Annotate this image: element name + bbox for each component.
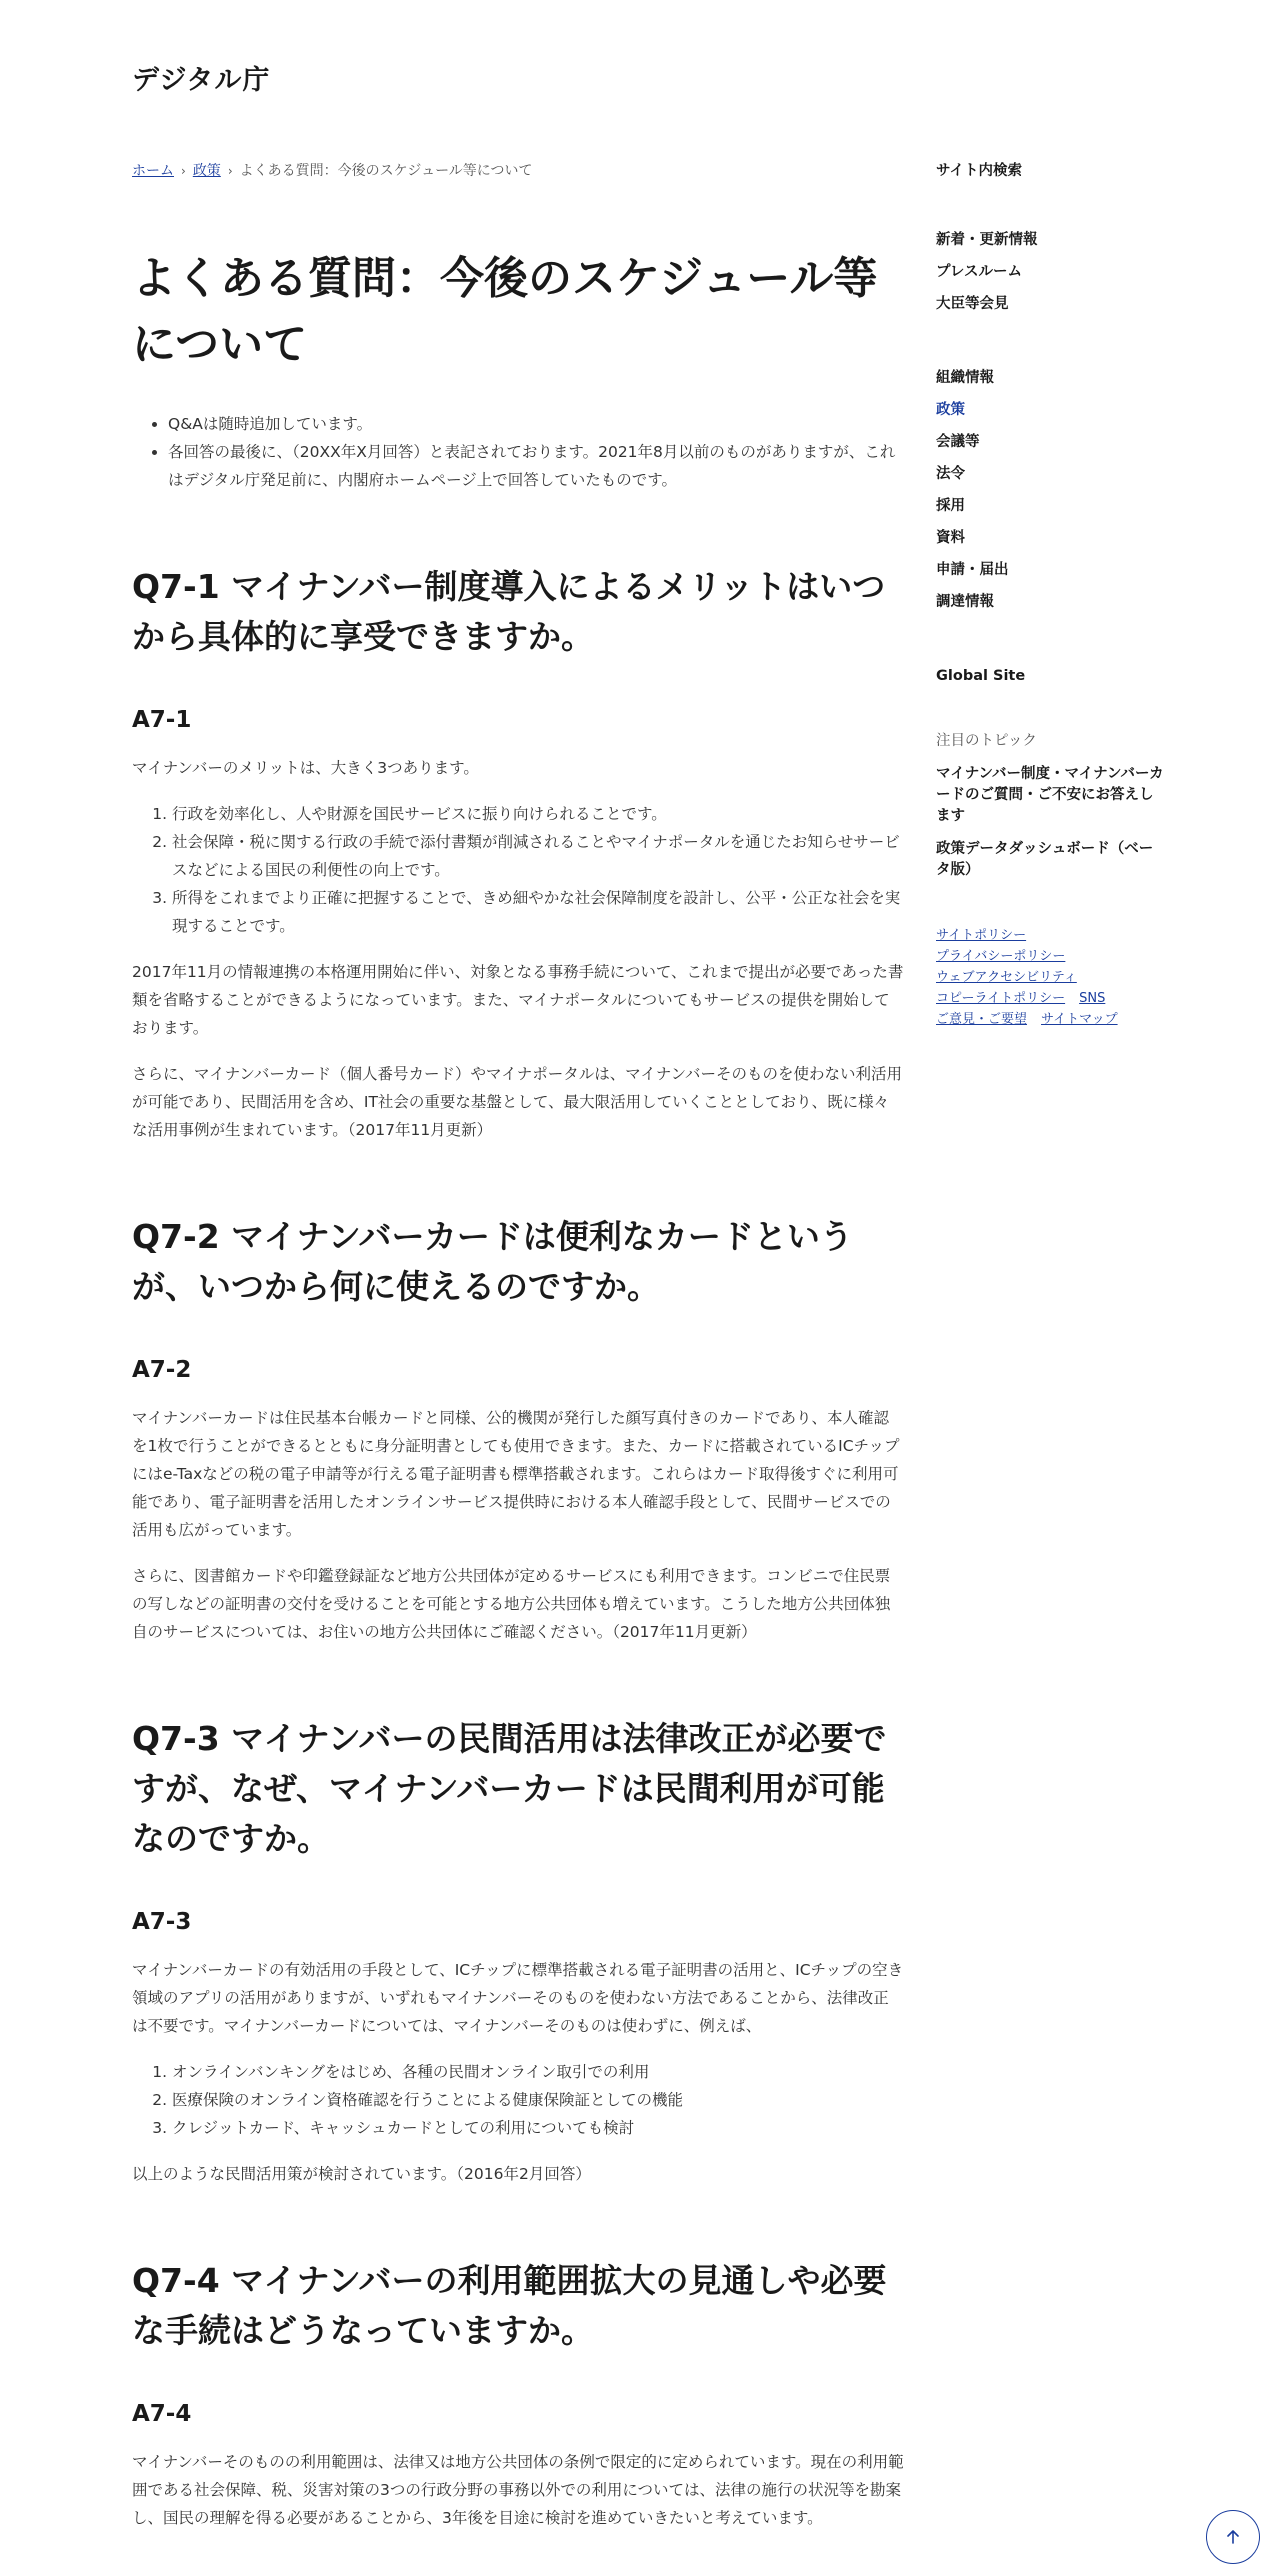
sidebar-item-press-conference[interactable]: 大臣等会見 — [936, 296, 1009, 312]
answer-heading: A7-2 — [132, 1357, 192, 1383]
main-content — [132, 160, 904, 2532]
footer-links — [936, 925, 1166, 1030]
sidebar-group-news — [936, 224, 1166, 320]
answer-paragraph: さらに、図書館カードや印鑑登録証など地方公共団体が定めるサービスにも利用できます。コンビニで住民票の写しなどの証明書の交付を受けることを可能とする地方公共団体も増えています。こうした地方公共団体独自のサービスについては、お住いの地方公共団体にご確認ください。（2017年11月更新） — [132, 1567, 891, 1641]
answer-heading: A7-3 — [132, 1909, 192, 1935]
sidebar-group-main — [936, 362, 1166, 618]
footer-link-accessibility[interactable]: ウェブアクセシビリティ — [936, 970, 1077, 985]
footer-link-privacy-policy[interactable]: プライバシーポリシー — [936, 949, 1066, 964]
question-heading: Q7-2 マイナンバーカードは便利なカードというが、いつから何に使えるのですか。 — [132, 1217, 853, 1306]
page-title: よくある質問：今後のスケジュール等について — [132, 253, 878, 370]
topics-heading: 注目のトピック — [936, 733, 1037, 749]
chevron-right-icon: › — [181, 164, 186, 178]
topic-link-dashboard[interactable]: 政策データダッシュボード（ベータ版） — [936, 841, 1154, 878]
sidebar-item-press-room[interactable]: プレスルーム — [936, 264, 1022, 280]
answer-list-item: 3. 所得をこれまでより正確に把握することで、きめ細やかな社会保障制度を設計し、公平・公正な社会を実現することです。 — [172, 884, 904, 940]
answer-paragraph: 2017年11月の情報連携の本格運用開始に伴い、対象となる事務手続について、これまで提出が必要であった書類を省略することができるようになっています。また、マイナポータルについてもサービスの提供を開始しております。 — [132, 963, 904, 1037]
question-heading: Q7-3 マイナンバーの民間活用は法律改正が必要ですが、なぜ、マイナンバーカードは民間利用が可能なのですか。 — [132, 1719, 887, 1858]
answer-paragraph: マイナンバーそのものの利用範囲は、法律又は地方公共団体の条例で限定的に定められています。現在の利用範囲である社会保障、税、災害対策の3つの行政分野の事務以外での利用については、法律の施行の状況等を勘案し、国民の理解を得る必要があることから、3年後を目途に検討を進めていきたいと考えています。 — [132, 2453, 904, 2527]
sidebar-item-recruit[interactable]: 採用 — [936, 498, 965, 514]
footer-link-sitemap[interactable]: サイトマップ — [1041, 1012, 1118, 1027]
answer-intro: マイナンバーカードの有効活用の手段として、ICチップに標準搭載される電子証明書の活用と、ICチップの空き領域のアプリの活用がありますが、いずれもマイナンバーそのものを使わない方法であることから、法律改正は不要です。マイナンバーカードについては、マイナンバーそのものは使わずに、例えば、 — [132, 1961, 904, 2035]
question-heading: Q7-1 マイナンバー制度導入によるメリットはいつから具体的に享受できますか。 — [132, 567, 886, 656]
answer-paragraph: さらに、マイナンバーカード（個人番号カード）やマイナポータルは、マイナンバーそのものを使わない利活用が可能であり、民間活用を含め、IT社会の重要な基盤として、最大限活用していくこととしており、既に様々な活用事例が生まれています。（2017年11月更新） — [132, 1065, 903, 1139]
breadcrumb-policy-link[interactable]: 政策 — [192, 163, 221, 179]
sidebar-item-meetings[interactable]: 会議等 — [936, 434, 980, 450]
footer-link-site-policy[interactable]: サイトポリシー — [936, 928, 1027, 943]
topic-link-mynumber[interactable]: マイナンバー制度・マイナンバーカードのご質問・ご不安にお答えします — [936, 766, 1164, 824]
sidebar-item-global-site[interactable]: Global Site — [936, 668, 1026, 684]
sidebar-item-resources[interactable]: 資料 — [936, 530, 965, 546]
sidebar-item-laws[interactable]: 法令 — [936, 466, 965, 482]
answer-intro: マイナンバーのメリットは、大きく3つあります。 — [132, 759, 479, 777]
answer-list-item: 3. クレジットカード、キャッシュカードとしての利用についても検討 — [172, 2114, 904, 2142]
answer-heading: A7-4 — [132, 2401, 192, 2427]
sidebar-item-policy[interactable]: 政策 — [936, 402, 965, 418]
answer-list — [132, 800, 904, 940]
sidebar-item-applications[interactable]: 申請・届出 — [936, 562, 1009, 578]
site-logo[interactable]: デジタル庁 — [132, 65, 271, 96]
answer-list-item: 2. 医療保険のオンライン資格確認を行うことによる健康保険証としての機能 — [172, 2086, 904, 2114]
page-top-button[interactable] — [1206, 2510, 1260, 2564]
notes-list — [132, 410, 904, 494]
qa-section-7-1 — [132, 562, 904, 1144]
sidebar — [936, 160, 1166, 1030]
footer-link-feedback[interactable]: ご意見・ご要望 — [936, 1012, 1028, 1027]
answer-list-item: 1. オンラインバンキングをはじめ、各種の民間オンライン取引での利用 — [172, 2058, 904, 2086]
breadcrumb-current: よくある質問：今後のスケジュール等について — [239, 163, 533, 179]
breadcrumb-home-link[interactable]: ホーム — [132, 163, 174, 179]
qa-section-7-4 — [132, 2256, 904, 2532]
answer-list-item: 2. 社会保障・税に関する行政の手続で添付書類が削減されることやマイナポータルを通じたお知らせサービスなどによる国民の利便性の向上です。 — [172, 828, 904, 884]
site-search-link[interactable]: サイト内検索 — [936, 163, 1022, 179]
answer-list — [132, 2058, 904, 2142]
answer-paragraph: 以上のような民間活用策が検討されています。（2016年2月回答） — [132, 2165, 591, 2183]
question-heading: Q7-4 マイナンバーの利用範囲拡大の見通しや必要な手続はどうなっていますか。 — [132, 2261, 887, 2350]
answer-paragraph: マイナンバーカードは住民基本台帳カードと同様、公的機関が発行した顔写真付きのカードであり、本人確認を1枚で行うことができるとともに身分証明書としても使用できます。また、カードに搭載されているICチップにはe-Taxなどの税の電子申請等が行える電子証明書も標準搭載されます。これらはカード取得後すぐに利用可能であり、電子証明書を活用したオンラインサービス提供時における本人確認手段として、民間サービスでの活用も広がっています。 — [132, 1409, 900, 1539]
answer-list-item: 1. 行政を効率化し、人や財源を国民サービスに振り向けられることです。 — [172, 800, 904, 828]
footer-link-sns[interactable]: SNS — [1079, 991, 1106, 1006]
note-item: • 各回答の最後に、（20XX年X月回答）と表記されております。2021年8月以前のものがありますが、これはデジタル庁発足前に、内閣府ホームページ上で回答していたものです。 — [168, 438, 904, 494]
sidebar-item-procurement[interactable]: 調達情報 — [936, 594, 994, 610]
qa-section-7-2 — [132, 1212, 904, 1646]
answer-heading: A7-1 — [132, 707, 192, 733]
sidebar-item-news[interactable]: 新着・更新情報 — [936, 232, 1038, 248]
breadcrumb — [132, 160, 904, 182]
qa-section-7-3 — [132, 1714, 904, 2188]
note-item: • Q&Aは随時追加しています。 — [168, 410, 904, 438]
sidebar-item-organization[interactable]: 組織情報 — [936, 370, 994, 386]
chevron-right-icon: › — [227, 164, 233, 178]
sidebar-group-global — [936, 660, 1166, 692]
footer-link-copyright-policy[interactable]: コピーライトポリシー — [936, 991, 1066, 1006]
arrow-up-icon — [1223, 2527, 1243, 2547]
